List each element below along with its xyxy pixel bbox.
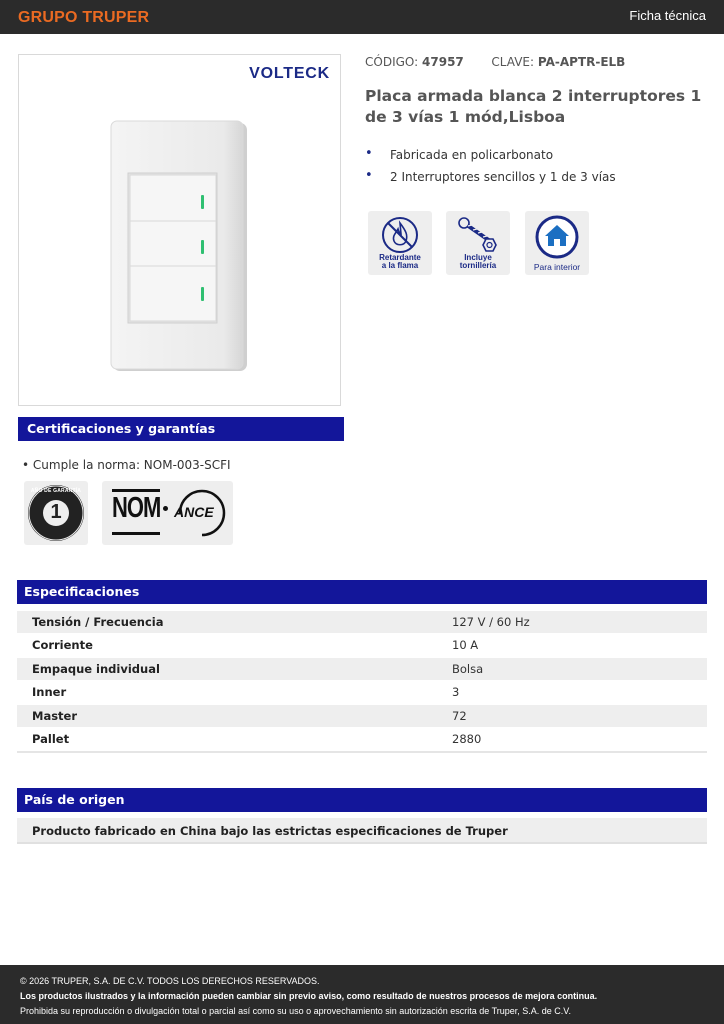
footer: [0, 965, 724, 1024]
footer-notice: Los productos ilustrados y la información pueden cambiar sin previo aviso, como resultado de nuestros procesos de mejora continua.: [20, 991, 598, 1001]
product-title: Placa armada blanca 2 interruptores 1 de 3 vías 1 mód,Lisboa: [365, 87, 702, 126]
clave-label: CLAVE:: [491, 55, 535, 69]
specs-table: [17, 611, 707, 753]
clave-value: PA-APTR-ELB: [537, 55, 626, 69]
norma-text: • Cumple la norma: NOM-003-SCFI: [22, 458, 231, 472]
warranty-years: 1: [50, 501, 62, 523]
switch-led: [201, 195, 204, 209]
top-bar: [0, 0, 724, 34]
section-title: Ficha técnica: [629, 8, 706, 23]
warranty-badge: [24, 481, 88, 545]
footer-prohibition: Prohibida su reproducción o divulgación total o parcial así como su uso o aprovechamiento sin autorización escrita de Truper, S.A. de C.V.: [20, 1006, 571, 1016]
table-row: Inner 3: [17, 681, 707, 704]
certifications-heading: Certificaciones y garantías: [18, 417, 344, 441]
table-row: Tensión / Frecuencia 127 V / 60 Hz: [17, 611, 707, 634]
switch-led: [201, 240, 204, 254]
separator-dot: [163, 506, 168, 511]
ance-text: ANCE: [174, 504, 214, 520]
table-row: Master 72: [17, 705, 707, 728]
origin-heading: País de origen: [17, 788, 707, 812]
table-row: Empaque individual Bolsa: [17, 658, 707, 681]
list-item: • Fabricada en policarbonato: [365, 146, 554, 162]
codigo-value: 47957: [422, 55, 464, 69]
indoor-badge: Para interior: [525, 211, 589, 275]
nom-ance-badge: [102, 481, 233, 545]
brand-logo: GRUPO TRUPER: [18, 9, 150, 26]
specs-heading: Especificaciones: [17, 580, 707, 604]
flame-retardant-badge: Retardante a la flama: [368, 211, 432, 275]
switch-led: [201, 287, 204, 301]
screws-icon: [446, 213, 510, 257]
table-row: Corriente 10 A: [17, 634, 707, 657]
origin-text: Producto fabricado en China bajo las estrictas especificaciones de Truper: [17, 818, 707, 844]
nom-text: NOM: [112, 491, 161, 524]
screws-badge: Incluye tornillería: [446, 211, 510, 275]
product-codes: [365, 55, 625, 69]
list-item: • 2 Interruptores sencillos y 1 de 3 vías: [365, 168, 616, 184]
volteck-logo: VOLTECK: [249, 65, 330, 82]
feature-list: [365, 146, 616, 190]
flame-retardant-icon: [368, 213, 432, 257]
house-icon: [525, 213, 589, 261]
codigo-label: CÓDIGO:: [365, 55, 419, 69]
table-row: Pallet 2880: [17, 728, 707, 751]
product-image: [19, 55, 340, 405]
product-image-box: [18, 54, 341, 406]
footer-copyright: © 2026 TRUPER, S.A. DE C.V. TODOS LOS DERECHOS RESERVADOS.: [20, 976, 320, 986]
warranty-text: AÑO DE GARANTÍA: [30, 488, 82, 494]
table-bottom-divider: [17, 751, 707, 753]
